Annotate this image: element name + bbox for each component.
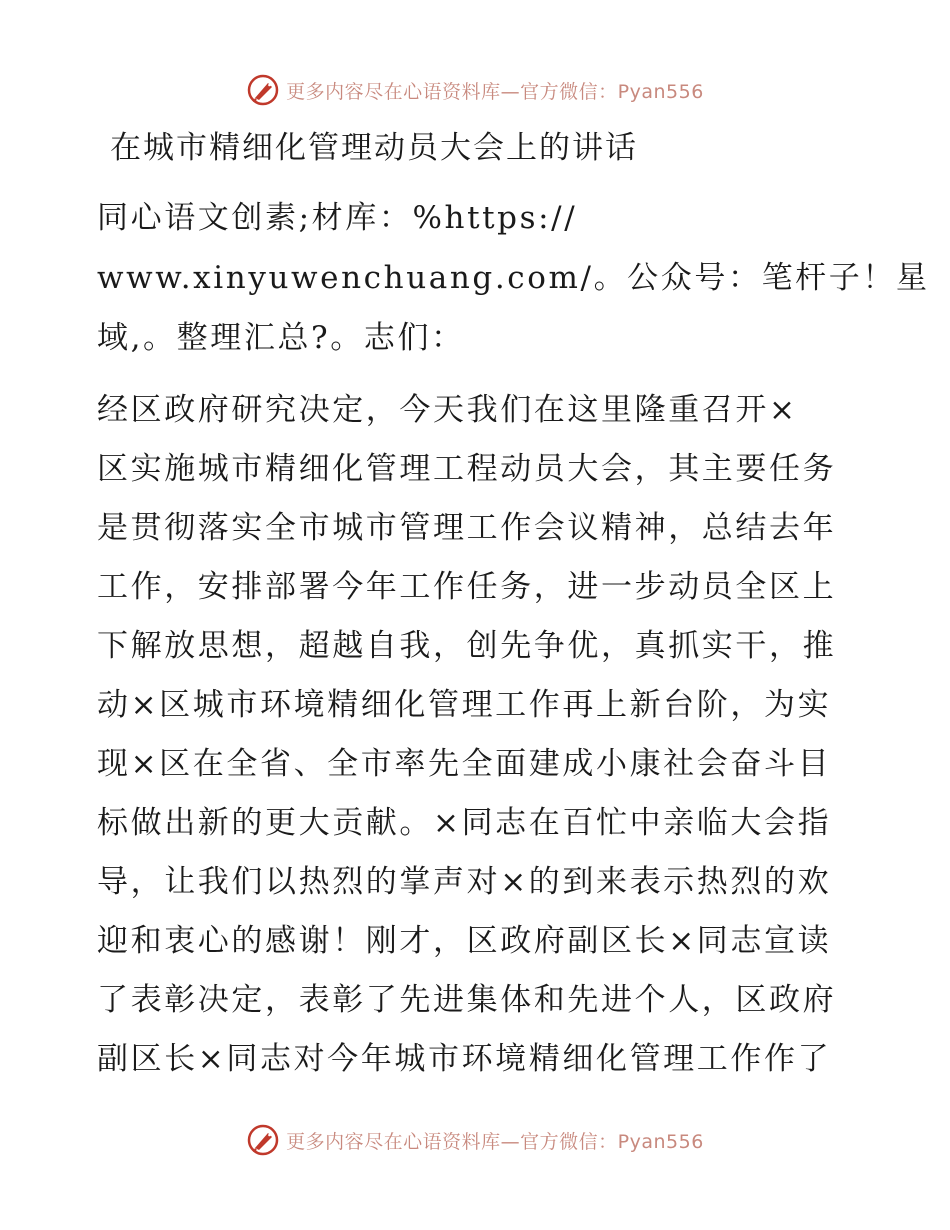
pen-logo-icon — [246, 1123, 280, 1157]
footer-banner-text: 更多内容尽在心语资料库—官方微信：Pyan556 — [286, 1130, 704, 1153]
body-line: 区实施城市精细化管理工程动员大会，其主要任务 — [97, 451, 837, 487]
body-line: 下解放思想，超越自我，创先争优，真抓实干，推 — [97, 628, 837, 664]
intro-line: www.xinyuwenchuang.com/。公众号：笔杆子！星 — [97, 260, 930, 296]
footer-banner — [0, 1120, 950, 1160]
document-title: 在城市精细化管理动员大会上的讲话 — [110, 130, 638, 166]
header-banner — [0, 70, 950, 110]
body-line: 副区长×同志对今年城市环境精细化管理工作作了 — [97, 1041, 832, 1077]
intro-line: 域,。整理汇总?。志们： — [97, 320, 465, 356]
body-line: 经区政府研究决定，今天我们在这里隆重召开× — [97, 392, 798, 428]
body-line: 迎和衷心的感谢！刚才，区政府副区长×同志宣读 — [97, 923, 832, 959]
footer-banner-content — [246, 1123, 704, 1157]
header-banner-content — [246, 73, 704, 107]
body-line: 导，让我们以热烈的掌声对×的到来表示热烈的欢 — [97, 864, 832, 900]
body-line: 了表彰决定，表彰了先进集体和先进个人，区政府 — [97, 982, 837, 1018]
pen-logo-icon — [246, 73, 280, 107]
body-line: 标做出新的更大贡献。×同志在百忙中亲临大会指 — [97, 805, 832, 841]
body-line: 工作，安排部署今年工作任务，进一步动员全区上 — [97, 569, 837, 605]
intro-line: 同心语文创素;材库：%https:// — [97, 200, 578, 236]
body-line: 现×区在全省、全市率先全面建成小康社会奋斗目 — [97, 746, 832, 782]
body-line: 动×区城市环境精细化管理工作再上新台阶，为实 — [97, 687, 832, 723]
header-banner-text: 更多内容尽在心语资料库—官方微信：Pyan556 — [286, 80, 704, 103]
body-line: 是贯彻落实全市城市管理工作会议精神，总结去年 — [97, 510, 837, 546]
